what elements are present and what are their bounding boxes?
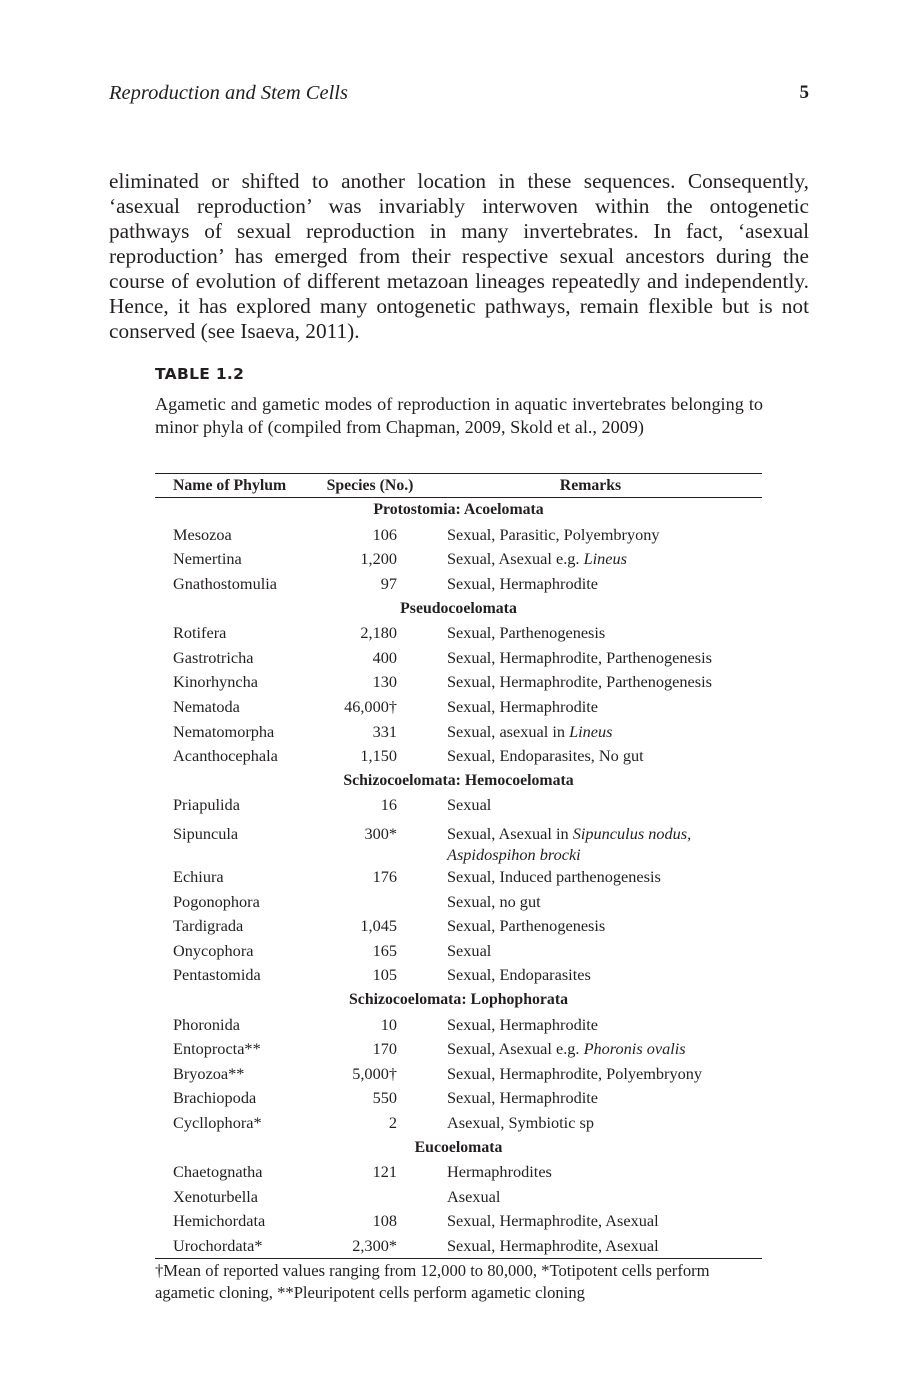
- reproduction-table: [155, 473, 762, 1259]
- group-heading-row: [155, 988, 762, 1013]
- remarks-cell: [419, 865, 762, 890]
- species-count-cell: 121: [372, 1162, 397, 1182]
- table-footnote: †Mean of reported values ranging from 12,000 to 80,000, *Totipotent cells perform agametic cloning, **Pleuripotent cells perform agametic cloning: [155, 1261, 710, 1302]
- table-row: [155, 670, 762, 695]
- remarks-cell: [419, 547, 762, 572]
- phylum-name-cell: Priapulida: [173, 795, 240, 815]
- phylum-name-cell: Bryozoa**: [173, 1063, 245, 1083]
- phylum-name-cell: Pogonophora: [173, 891, 260, 911]
- remarks-cell: [419, 523, 762, 548]
- species-count-cell: 300*: [364, 823, 397, 843]
- table-row: [155, 1184, 762, 1209]
- header-name-of-phylum: Name of Phylum: [155, 474, 321, 498]
- phylum-name-cell: Gastrotricha: [173, 647, 254, 667]
- species-count-cell: 130: [372, 672, 397, 692]
- species-count-cell: 550: [372, 1088, 397, 1108]
- running-head: Reproduction and Stem Cells: [109, 82, 348, 104]
- table-header: [155, 474, 762, 498]
- remarks-cell: [419, 1209, 762, 1234]
- remarks-text: Sexual, asexual in: [447, 721, 570, 741]
- species-count-cell: 2: [388, 1112, 397, 1132]
- remarks-italic-text: Lineus: [569, 721, 613, 741]
- table-row: [155, 793, 762, 818]
- species-count-cell: [321, 889, 419, 914]
- species-count-cell: 165: [372, 940, 397, 960]
- table-row: [155, 818, 762, 865]
- species-count-cell: 2,180: [360, 623, 397, 643]
- phylum-name-cell: Nematomorpha: [173, 721, 275, 741]
- phylum-name-cell: Acanthocephala: [173, 746, 278, 766]
- species-count-cell: 2,300*: [352, 1235, 397, 1255]
- species-count-cell: 106: [372, 524, 397, 544]
- table-row: [155, 889, 762, 914]
- remarks-italic-text: Sipunculus nodus, Aspidospihon brocki: [447, 823, 692, 864]
- remarks-cell: [419, 1184, 762, 1209]
- remarks-text: Sexual, Asexual e.g.: [447, 549, 584, 569]
- species-count-cell: 46,000†: [344, 697, 397, 717]
- phylum-name-cell: Urochordata*: [173, 1235, 263, 1255]
- phylum-name-cell: Entoprocta**: [173, 1039, 261, 1059]
- remarks-cell: [419, 1111, 762, 1136]
- table-row: [155, 939, 762, 964]
- remarks-text: Sexual: [447, 940, 492, 960]
- species-count-cell: 105: [372, 965, 397, 985]
- remarks-italic-text: Lineus: [583, 549, 627, 569]
- remarks-cell: [419, 793, 762, 818]
- body-paragraph: eliminated or shifted to another location in these sequences. Consequently, ‘asexual reproduction’ was invariably interwoven within the ontogenetic pathways of sexual reproduction in many invertebrates. In fact, ‘asexual reproduction’ has emerged from their respective sexual ancestors during the course of evolution of different metazoan lineages repeatedly and independently. Hence, it has explored many ontogenetic pathways, remain flexible but is not conserved (see Isaeva, 2011).: [109, 169, 809, 343]
- group-heading-row: [155, 1135, 762, 1160]
- table-row: [155, 865, 762, 890]
- remarks-text: Sexual, Hermaphrodite: [447, 574, 599, 594]
- remarks-cell: [419, 621, 762, 646]
- phylum-name-cell: Nemertina: [173, 549, 242, 569]
- table-row: [155, 744, 762, 769]
- remarks-text: Sexual: [447, 795, 492, 815]
- remarks-text: Sexual, Endoparasites: [447, 965, 591, 985]
- remarks-text: Sexual, Hermaphrodite, Parthenogenesis: [447, 647, 712, 667]
- remarks-cell: [419, 572, 762, 597]
- remarks-text: Sexual, Hermaphrodite: [447, 1014, 599, 1034]
- header-species-count: Species (No.): [321, 474, 419, 498]
- species-count-cell: 10: [380, 1014, 397, 1034]
- table-row: [155, 914, 762, 939]
- group-heading-row: [155, 769, 762, 794]
- remarks-cell: [419, 1037, 762, 1062]
- remarks-text: Sexual, Hermaphrodite: [447, 1088, 599, 1108]
- species-count-cell: 1,150: [360, 746, 397, 766]
- table-row: [155, 547, 762, 572]
- remarks-cell: [419, 889, 762, 914]
- table-row: [155, 1160, 762, 1185]
- remarks-italic-text: Phoronis ovalis: [583, 1039, 686, 1059]
- phylum-name-cell: Echiura: [173, 867, 224, 887]
- phylum-name-cell: Brachiopoda: [173, 1088, 257, 1108]
- phylum-name-cell: Pentastomida: [173, 965, 261, 985]
- table-caption: Agametic and gametic modes of reproduction in aquatic invertebrates belonging to minor phyla of (compiled from Chapman, 2009, Skold et al., 2009): [155, 394, 763, 437]
- group-heading: Schizocoelomata: Lophophorata: [349, 990, 568, 1008]
- table-row: [155, 1234, 762, 1259]
- group-heading: Protostomia: Acoelomata: [373, 501, 544, 519]
- remarks-text: Sexual, Asexual e.g.: [447, 1039, 584, 1059]
- species-count-cell: 16: [380, 795, 397, 815]
- remarks-cell: [419, 1086, 762, 1111]
- group-heading: Eucoelomata: [414, 1138, 503, 1156]
- table-row: [155, 1012, 762, 1037]
- table-row: [155, 963, 762, 988]
- phylum-name-cell: Tardigrada: [173, 916, 244, 936]
- remarks-text: Asexual: [447, 1186, 501, 1206]
- species-count-cell: 176: [372, 867, 397, 887]
- remarks-cell: [419, 939, 762, 964]
- remarks-cell: [419, 719, 762, 744]
- remarks-cell: [419, 963, 762, 988]
- phylum-name-cell: Hemichordata: [173, 1211, 266, 1231]
- remarks-cell: [419, 1160, 762, 1185]
- table-row: [155, 621, 762, 646]
- header-row: [155, 474, 762, 498]
- phylum-name-cell: Onycophora: [173, 940, 254, 960]
- remarks-text: Sexual, Asexual in: [447, 823, 573, 843]
- remarks-text: Sexual, Parthenogenesis: [447, 916, 606, 936]
- table-row: [155, 695, 762, 720]
- remarks-text: Sexual, Parthenogenesis: [447, 623, 606, 643]
- species-count-cell: 5,000†: [352, 1063, 397, 1083]
- remarks-text: Sexual, Hermaphrodite, Polyembryony: [447, 1063, 703, 1083]
- remarks-text: Sexual, no gut: [447, 891, 541, 911]
- remarks-text: Sexual, Parasitic, Polyembryony: [447, 524, 660, 544]
- remarks-cell: [419, 914, 762, 939]
- remarks-cell: [419, 818, 762, 865]
- remarks-text: Sexual, Hermaphrodite: [447, 697, 599, 717]
- remarks-text: Sexual, Endoparasites, No gut: [447, 746, 644, 766]
- table-row: [155, 1111, 762, 1136]
- table-row: [155, 646, 762, 671]
- species-count-cell: 1,200: [360, 549, 397, 569]
- group-heading: Schizocoelomata: Hemocoelomata: [343, 771, 574, 789]
- remarks-text: Hermaphrodites: [447, 1162, 552, 1182]
- phylum-name-cell: Nematoda: [173, 697, 240, 717]
- table-row: [155, 1209, 762, 1234]
- remarks-cell: [419, 744, 762, 769]
- phylum-name-cell: Kinorhyncha: [173, 672, 258, 692]
- species-count-cell: 400: [372, 647, 397, 667]
- species-count-cell: 1,045: [360, 916, 397, 936]
- phylum-name-cell: Rotifera: [173, 623, 227, 643]
- phylum-name-cell: Cycllophora*: [173, 1112, 262, 1132]
- table-row: [155, 719, 762, 744]
- remarks-text: Sexual, Hermaphrodite, Asexual: [447, 1211, 659, 1231]
- header-remarks: Remarks: [419, 474, 762, 498]
- phylum-name-cell: Phoronida: [173, 1014, 240, 1034]
- remarks-cell: [419, 646, 762, 671]
- remarks-cell: [419, 1234, 762, 1259]
- species-count-cell: 97: [380, 574, 397, 594]
- table-row: [155, 1037, 762, 1062]
- remarks-text: Sexual, Hermaphrodite, Parthenogenesis: [447, 672, 712, 692]
- remarks-text: Sexual, Hermaphrodite, Asexual: [447, 1235, 659, 1255]
- remarks-cell: [419, 670, 762, 695]
- species-count-cell: 108: [372, 1211, 397, 1231]
- table-row: [155, 1086, 762, 1111]
- phylum-name-cell: Gnathostomulia: [173, 574, 278, 594]
- group-heading-row: [155, 596, 762, 621]
- remarks-text: Asexual, Symbiotic sp: [447, 1112, 594, 1132]
- remarks-text: Sexual, Induced parthenogenesis: [447, 867, 661, 887]
- table-row: [155, 1061, 762, 1086]
- page-number: 5: [799, 82, 809, 103]
- table-row: [155, 572, 762, 597]
- group-heading: Pseudocoelomata: [400, 599, 517, 617]
- group-heading-row: [155, 498, 762, 523]
- species-count-cell: 170: [372, 1039, 397, 1059]
- phylum-name-cell: Sipuncula: [173, 823, 239, 843]
- table-label: TABLE 1.2: [155, 365, 245, 383]
- phylum-name-cell: Chaetognatha: [173, 1162, 263, 1182]
- table-body: [155, 498, 762, 1259]
- phylum-name-cell: Xenoturbella: [173, 1186, 258, 1206]
- species-count-cell: [321, 1184, 419, 1209]
- remarks-cell: [419, 695, 762, 720]
- species-count-cell: 331: [372, 721, 397, 741]
- remarks-cell: [419, 1012, 762, 1037]
- remarks-cell: [419, 1061, 762, 1086]
- table-row: [155, 523, 762, 548]
- phylum-name-cell: Mesozoa: [173, 524, 232, 544]
